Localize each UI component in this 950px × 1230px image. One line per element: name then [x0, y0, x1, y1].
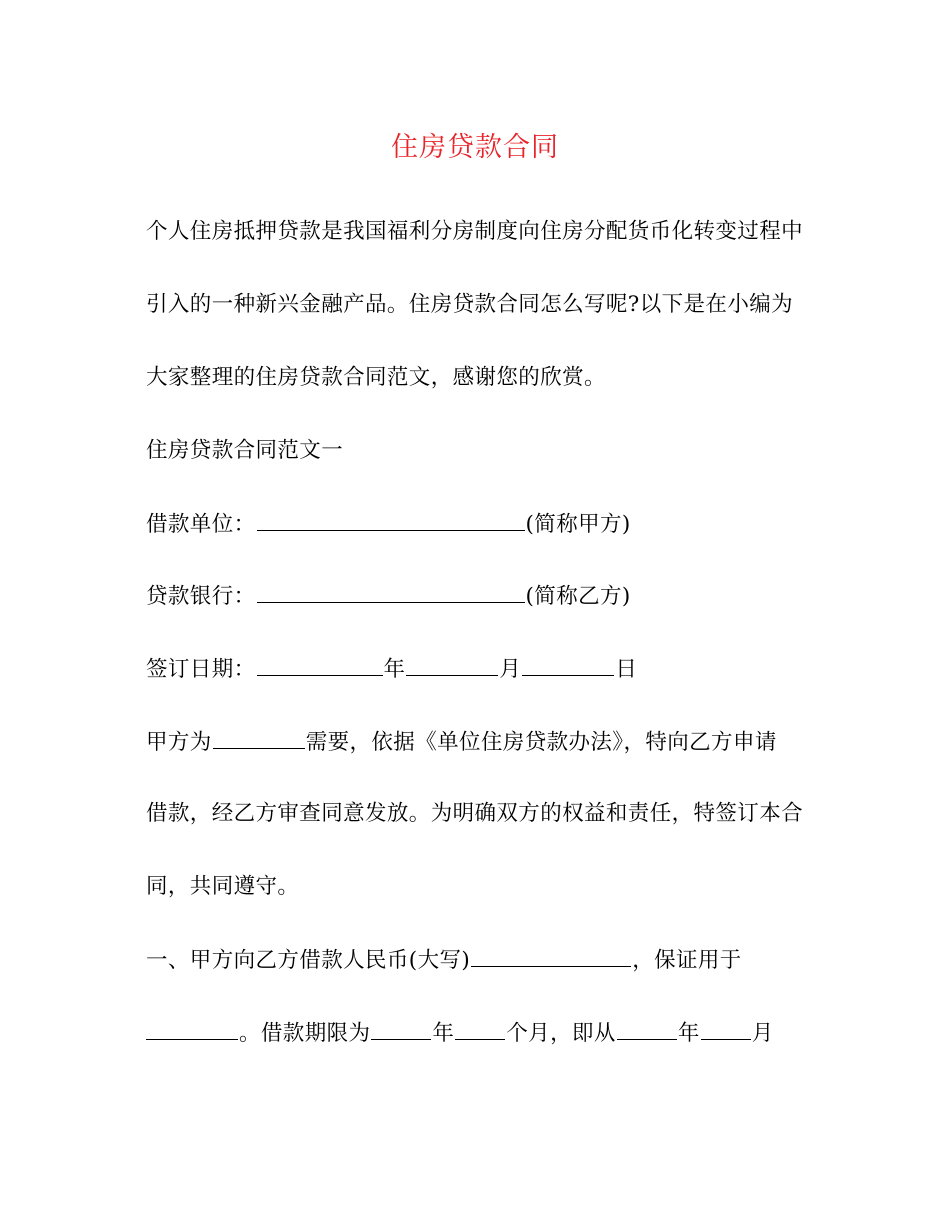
date-day-blank[interactable]	[522, 653, 614, 676]
section-heading: 住房贷款合同范文一	[146, 438, 344, 463]
term-year-blank[interactable]	[371, 1017, 431, 1040]
clause-1-months: 个月，即从	[506, 1021, 616, 1046]
date-year-blank[interactable]	[257, 653, 383, 676]
date-month-label: 月	[499, 657, 522, 682]
clause-1-line-1	[146, 944, 826, 977]
purpose-blank[interactable]	[213, 726, 305, 749]
paragraph-1-line-3: 同，共同遵守。	[146, 874, 300, 899]
borrower-suffix: (简称甲方)	[525, 512, 631, 537]
clause-1-line-2	[146, 1017, 826, 1050]
clause-1-year2: 年	[677, 1021, 700, 1046]
start-year-blank[interactable]	[617, 1017, 677, 1040]
bank-blank[interactable]	[257, 580, 525, 603]
date-field	[146, 653, 826, 686]
borrower-blank[interactable]	[257, 508, 525, 531]
clause-1-term-text: 。借款期限为	[239, 1021, 371, 1046]
intro-line-3: 大家整理的住房贷款合同范文，感谢您的欣赏。	[146, 365, 606, 390]
clause-1-suffix: ，保证用于	[632, 948, 742, 973]
document-title: 住房贷款合同	[391, 132, 559, 163]
amount-blank[interactable]	[471, 944, 631, 967]
clause-1-year: 年	[432, 1021, 455, 1046]
paragraph-1-prefix: 甲方为	[146, 730, 212, 755]
paragraph-1-line-2: 借款，经乙方审查同意发放。为明确双方的权益和责任，特签订本合	[146, 801, 804, 826]
date-year-label: 年	[383, 657, 406, 682]
borrower-label: 借款单位：	[146, 512, 256, 537]
date-day-label: 日	[615, 657, 638, 682]
start-month-blank[interactable]	[701, 1017, 751, 1040]
bank-suffix: (简称乙方)	[525, 584, 631, 609]
date-month-blank[interactable]	[406, 653, 498, 676]
clause-1-prefix: 一、甲方向乙方借款人民币(大写)	[146, 948, 471, 973]
date-label: 签订日期：	[146, 657, 256, 682]
bank-field	[146, 580, 826, 613]
intro-line-1: 个人住房抵押贷款是我国福利分房制度向住房分配货币化转变过程中	[146, 219, 804, 244]
term-months-blank[interactable]	[455, 1017, 505, 1040]
intro-line-2: 引入的一种新兴金融产品。住房贷款合同怎么写呢?以下是在小编为	[146, 292, 794, 317]
paragraph-1-line-1	[146, 726, 826, 759]
borrower-field	[146, 508, 826, 541]
bank-label: 贷款银行：	[146, 584, 256, 609]
usage-blank[interactable]	[146, 1017, 238, 1040]
clause-1-month: 月	[751, 1021, 774, 1046]
paragraph-1-middle: 需要，依据《单位住房贷款办法》，特向乙方申请	[305, 730, 777, 755]
